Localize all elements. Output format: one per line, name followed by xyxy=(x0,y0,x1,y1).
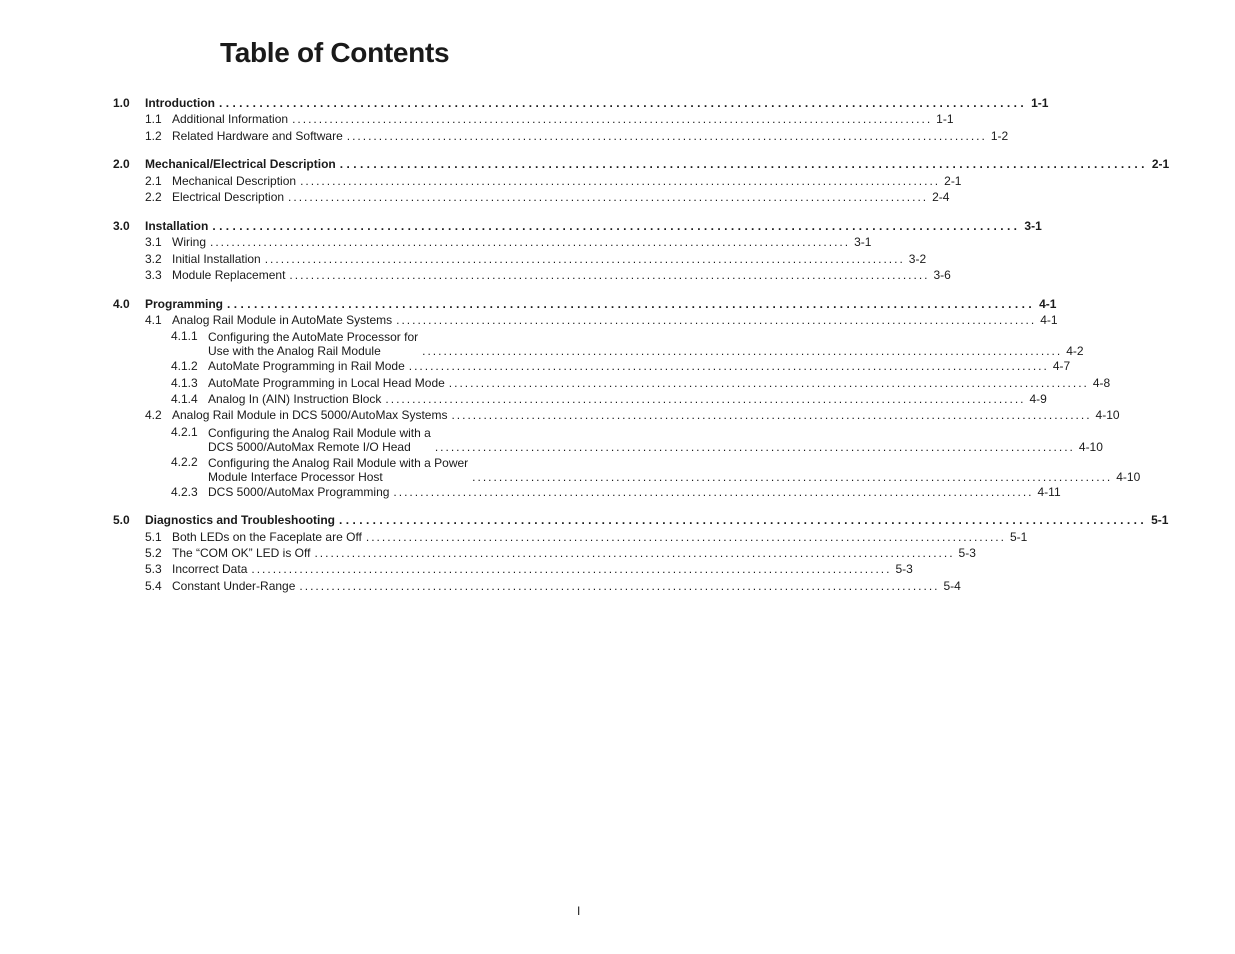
toc-entry xyxy=(113,173,962,189)
toc-entry-number: 2.0 xyxy=(113,157,130,172)
toc-dot-leader: ........................................................................................................................ xyxy=(339,157,1148,172)
toc-entry-title: AutoMate Programming in Rail Mode xyxy=(208,359,405,374)
toc-entry-title: Installation xyxy=(145,218,209,233)
toc-entry-page: 4-9 xyxy=(1029,391,1047,406)
toc-entry xyxy=(113,578,961,594)
toc-entry-number: 3.0 xyxy=(113,218,130,233)
toc-entry-page: 5-3 xyxy=(958,546,976,561)
toc-entry-number: 4.2.3 xyxy=(171,484,198,499)
toc-entry xyxy=(113,424,1103,454)
toc-entry xyxy=(113,234,872,250)
toc-entry xyxy=(113,375,1111,391)
toc-entry-page: 4-1 xyxy=(1040,313,1058,328)
toc-dot-leader: ........................................................................................................................ xyxy=(396,313,1037,328)
toc-entry xyxy=(113,111,954,127)
toc-entry-title: Mechanical Description xyxy=(172,173,297,188)
toc-entry xyxy=(113,484,1061,500)
toc-dot-leader: ........................................................................................................................ xyxy=(365,529,1006,544)
toc-entry xyxy=(113,407,1120,423)
toc-entry-title: Analog In (AIN) Instruction Block xyxy=(208,391,382,406)
toc-entry xyxy=(113,156,1170,172)
toc-dot-leader: ........................................................................................................................ xyxy=(212,218,1021,233)
toc-entry-title: Module Replacement xyxy=(172,267,286,282)
toc-entry-title: Wiring xyxy=(172,235,207,250)
toc-entry-page: 4-11 xyxy=(1037,484,1061,499)
toc-dot-leader: ........................................................................................................................ xyxy=(346,128,987,143)
toc-entry-title: Module Interface Processor Host xyxy=(208,469,383,484)
toc-entry-number: 1.2 xyxy=(145,128,162,143)
toc-dot-leader: ........................................................................................................................ xyxy=(218,96,1028,110)
toc-dot-leader: ........................................................................................................................ xyxy=(264,251,905,266)
toc-entry-number: 5.2 xyxy=(145,546,162,561)
toc-entry-page: 4-1 xyxy=(1039,296,1057,311)
toc-entry-page: 3-2 xyxy=(908,251,927,266)
toc-dot-leader: ........................................................................................................................ xyxy=(227,296,1036,311)
toc-entry xyxy=(113,391,1047,407)
toc-entry-page: 1-1 xyxy=(1031,96,1049,110)
toc-entry-number: 3.3 xyxy=(145,267,162,282)
toc-entry-title: Programming xyxy=(145,296,224,311)
toc-entry-title: Analog Rail Module in DCS 5000/AutoMax Systems xyxy=(172,408,448,423)
toc-entry xyxy=(113,454,1141,484)
toc-dot-leader: ........................................................................................................................ xyxy=(408,359,1049,374)
toc-entry-number: 3.2 xyxy=(145,251,162,266)
toc-entry-page: 5-1 xyxy=(1009,529,1028,544)
toc-entry xyxy=(113,267,951,283)
toc-entry-page: 1-1 xyxy=(936,112,954,127)
toc-entry-page: 4-2 xyxy=(1066,344,1084,359)
toc-entry-number: 4.2.2 xyxy=(171,454,198,469)
toc-entry-title: Analog Rail Module in AutoMate Systems xyxy=(172,313,393,328)
toc-entry xyxy=(113,529,1028,545)
toc-entry-title: Electrical Description xyxy=(172,190,285,205)
toc-entry-page: 4-10 xyxy=(1078,439,1103,454)
toc-entry-page: 3-6 xyxy=(933,267,951,282)
toc-entry xyxy=(113,358,1071,374)
toc-entry-title: Both LEDs on the Faceplate are Off xyxy=(172,529,362,544)
toc-entry-title: Configuring the Analog Rail Module with a Power xyxy=(208,455,469,470)
toc-entry-page: 5-4 xyxy=(943,578,961,593)
toc-entry xyxy=(113,95,1049,111)
toc-entry-title: Diagnostics and Troubleshooting xyxy=(145,513,336,528)
toc-entry-title: DCS 5000/AutoMax Remote I/O Head xyxy=(208,439,411,454)
toc-entry-number: 4.0 xyxy=(113,296,130,311)
toc-entry xyxy=(113,312,1058,328)
toc-dot-leader: ........................................................................................................................ xyxy=(289,267,930,282)
toc-entry xyxy=(113,512,1169,528)
toc-entry-page: 2-1 xyxy=(1151,157,1170,172)
toc-dot-leader: ........................................................................................................................ xyxy=(314,546,955,561)
page-title: Table of Contents xyxy=(220,37,450,68)
toc-entry-title: AutoMate Programming in Local Head Mode xyxy=(208,375,445,390)
toc-entry-title: DCS 5000/AutoMax Programming xyxy=(208,484,390,499)
toc-dot-leader: ........................................................................................................................ xyxy=(472,469,1113,484)
toc-entry-title: Configuring the AutoMate Processor for xyxy=(208,330,419,345)
toc-entry-page: 2-1 xyxy=(944,173,962,188)
toc-dot-leader: ........................................................................................................................ xyxy=(300,173,941,188)
toc-entry-page: 1-2 xyxy=(990,128,1009,143)
toc-entry-title: Additional Information xyxy=(172,112,289,127)
toc-dot-leader: ........................................................................................................................ xyxy=(422,344,1063,359)
toc-entry xyxy=(113,128,1009,144)
toc-entry-title: The “COM OK” LED is Off xyxy=(172,546,311,561)
toc-dot-leader: ........................................................................................................................ xyxy=(299,578,940,593)
toc-entry-title: Initial Installation xyxy=(172,251,261,266)
toc-entry-number: 4.2 xyxy=(145,408,162,423)
toc-entry xyxy=(113,296,1057,312)
footer-page-number: I xyxy=(577,904,581,918)
toc-entry-page: 3-1 xyxy=(1024,218,1042,233)
toc-entry-number: 3.1 xyxy=(145,235,162,250)
toc-entry-number: 2.2 xyxy=(145,190,162,205)
toc-entry-page: 4-10 xyxy=(1116,469,1141,484)
toc-dot-leader: ........................................................................................................................ xyxy=(210,235,851,250)
toc-entry-number: 4.1.1 xyxy=(171,329,198,344)
toc-entry-title: Configuring the Analog Rail Module with a xyxy=(208,425,431,440)
toc-dot-leader: ........................................................................................................................ xyxy=(288,190,929,205)
toc-entry-page: 4-10 xyxy=(1095,408,1120,423)
toc-entry-number: 5.0 xyxy=(113,513,130,528)
toc-dot-leader: ........................................................................................................................ xyxy=(393,484,1034,499)
toc-entry xyxy=(113,328,1084,359)
toc-entry-number: 4.1 xyxy=(145,313,162,328)
toc-entry xyxy=(113,545,976,561)
toc-entry xyxy=(113,251,927,267)
toc-entry-page: 4-7 xyxy=(1052,359,1071,374)
toc-entry-title: Related Hardware and Software xyxy=(172,128,343,143)
toc-entry xyxy=(113,218,1042,234)
toc-entry-number: 1.0 xyxy=(113,96,130,110)
toc-entry-page: 5-1 xyxy=(1151,513,1169,528)
toc-entry-number: 5.4 xyxy=(145,578,162,593)
toc-entry-title: Introduction xyxy=(145,96,215,110)
toc-entry-number: 4.1.2 xyxy=(171,359,198,374)
toc-entry-page: 4-8 xyxy=(1092,375,1111,390)
toc-dot-leader: ........................................................................................................................ xyxy=(385,391,1026,406)
toc-entry-page: 2-4 xyxy=(932,190,950,205)
toc-dot-leader: ........................................................................................................................ xyxy=(339,513,1148,528)
toc-entry-title: Constant Under-Range xyxy=(172,578,296,593)
toc-dot-leader: ........................................................................................................................ xyxy=(451,408,1092,423)
toc-entry xyxy=(113,189,950,205)
toc-dot-leader: ........................................................................................................................ xyxy=(251,562,892,577)
toc-dot-leader: ........................................................................................................................ xyxy=(448,375,1089,390)
toc-entry-number: 4.2.1 xyxy=(171,424,198,439)
toc-entry-number: 1.1 xyxy=(145,112,162,127)
toc-entry-title: Mechanical/Electrical Description xyxy=(145,157,336,172)
toc-entry-title: Use with the Analog Rail Module xyxy=(208,344,381,359)
toc-entry-title: Incorrect Data xyxy=(172,562,248,577)
toc-entry-number: 5.1 xyxy=(145,529,162,544)
toc-entry xyxy=(113,561,913,577)
toc-dot-leader: ........................................................................................................................ xyxy=(292,112,933,127)
toc-entry-number: 4.1.3 xyxy=(171,375,198,390)
toc-entry-page: 3-1 xyxy=(854,235,872,250)
toc-entry-number: 2.1 xyxy=(145,173,162,188)
toc-entry-page: 5-3 xyxy=(895,562,913,577)
toc-dot-leader: ........................................................................................................................ xyxy=(434,439,1075,454)
table-of-contents xyxy=(113,95,1170,594)
toc-entry-number: 5.3 xyxy=(145,562,162,577)
toc-entry-number: 4.1.4 xyxy=(171,391,198,406)
